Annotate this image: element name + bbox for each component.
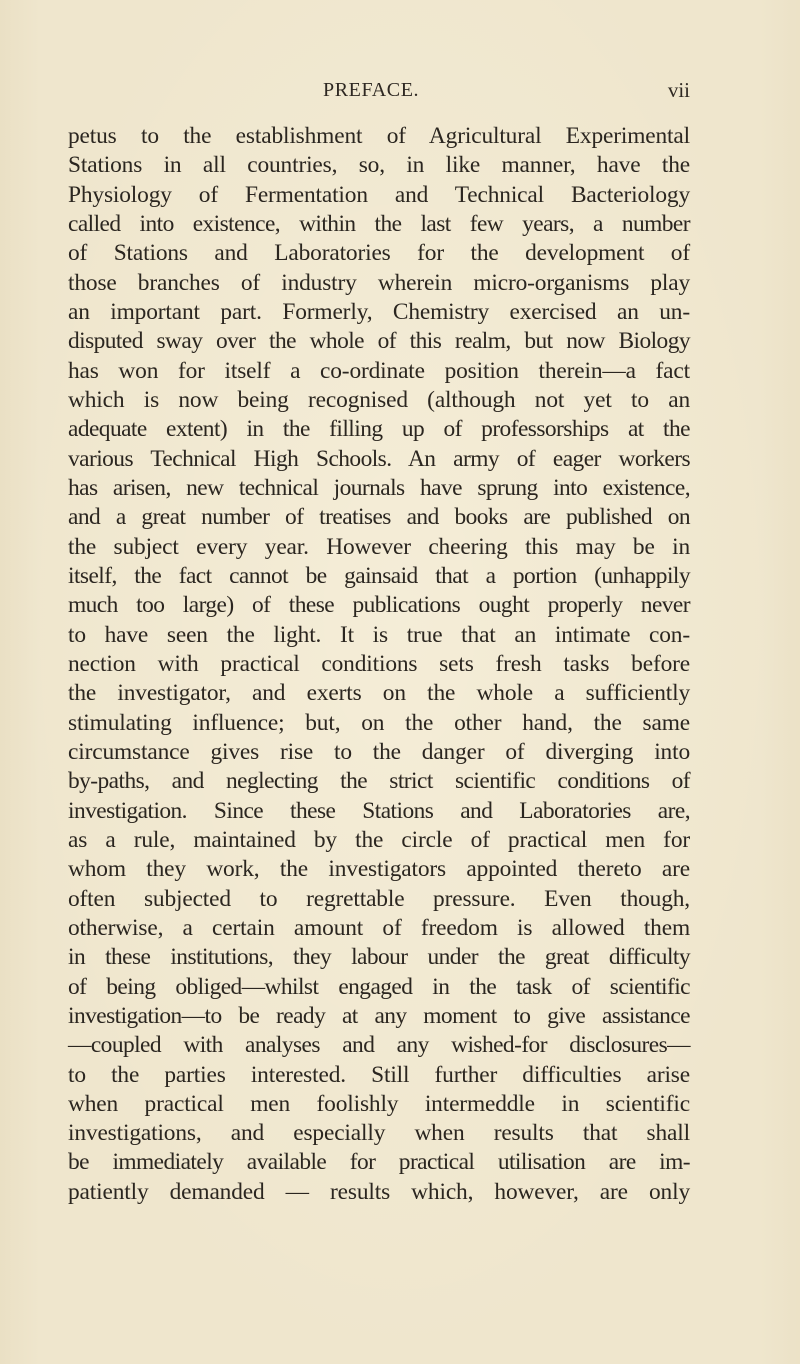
text-line: has arisen, new technical journals have sprung into existence,: [68, 474, 690, 501]
text-line: adequate extent) in the filling up of professorships at the: [68, 416, 690, 443]
text-line: to the parties interested. Still further difficulties arise: [68, 1061, 690, 1088]
text-line: patiently demanded — results which, however, are only: [68, 1178, 690, 1205]
running-head: [68, 78, 690, 102]
text-line: of being obliged—whilst engaged in the task of scientific: [68, 973, 690, 1000]
text-line: investigation. Since these Stations and Laboratories are,: [68, 797, 690, 824]
text-line: which is now being recognised (although not yet to an: [68, 386, 690, 413]
text-line: the investigator, and exerts on the whole a sufficiently: [68, 680, 690, 707]
text-line: in these institutions, they labour under the great difficulty: [68, 944, 690, 971]
text-line: the subject every year. However cheering this may be in: [68, 533, 690, 560]
text-line: has won for itself a co-ordinate position therein—a fact: [68, 357, 690, 384]
text-line: often subjected to regrettable pressure. Even though,: [68, 885, 690, 912]
text-line: as a rule, maintained by the circle of practical men for: [68, 826, 690, 853]
text-line: investigation—to be ready at any moment to give assistance: [68, 1002, 690, 1029]
text-line: disputed sway over the whole of this realm, but now Biology: [68, 328, 690, 355]
text-line: —coupled with analyses and any wished-for disclosures—: [68, 1032, 690, 1059]
text-line: petus to the establishment of Agricultural Experimental: [68, 123, 690, 149]
text-line: various Technical High Schools. An army of eager workers: [68, 445, 690, 472]
text-line: Physiology of Fermentation and Technical Bacteriology: [68, 181, 690, 208]
text-line: otherwise, a certain amount of freedom is allowed them: [68, 914, 690, 941]
body-paragraph: [68, 122, 690, 1207]
text-line: by-paths, and neglecting the strict scientific conditions of: [68, 768, 690, 795]
page-number: vii: [667, 78, 690, 102]
text-line: called into existence, within the last few years, a number: [68, 210, 690, 237]
text-line: Stations in all countries, so, in like manner, have the: [68, 152, 690, 179]
text-line: when practical men foolishly intermeddle in scientific: [68, 1090, 690, 1117]
text-line: be immediately available for practical utilisation are im-: [68, 1149, 690, 1176]
text-line: an important part. Formerly, Chemistry exercised an un-: [68, 298, 690, 325]
text-line: much too large) of these publications ought properly never: [68, 592, 690, 619]
text-line: investigations, and especially when results that shall: [68, 1120, 690, 1147]
running-title: PREFACE.: [323, 79, 420, 101]
text-line: those branches of industry wherein micro-organisms play: [68, 269, 690, 296]
text-line: of Stations and Laboratories for the development of: [68, 240, 690, 267]
text-line: itself, the fact cannot be gainsaid that a portion (unhappily: [68, 562, 690, 589]
text-line: whom they work, the investigators appointed thereto are: [68, 856, 690, 883]
text-line: nection with practical conditions sets fresh tasks before: [68, 650, 690, 677]
text-line: to have seen the light. It is true that an intimate con-: [68, 621, 690, 648]
text-line: and a great number of treatises and books are published on: [68, 504, 690, 531]
text-line: stimulating influence; but, on the other hand, the same: [68, 709, 690, 736]
text-line: circumstance gives rise to the danger of diverging into: [68, 738, 690, 765]
